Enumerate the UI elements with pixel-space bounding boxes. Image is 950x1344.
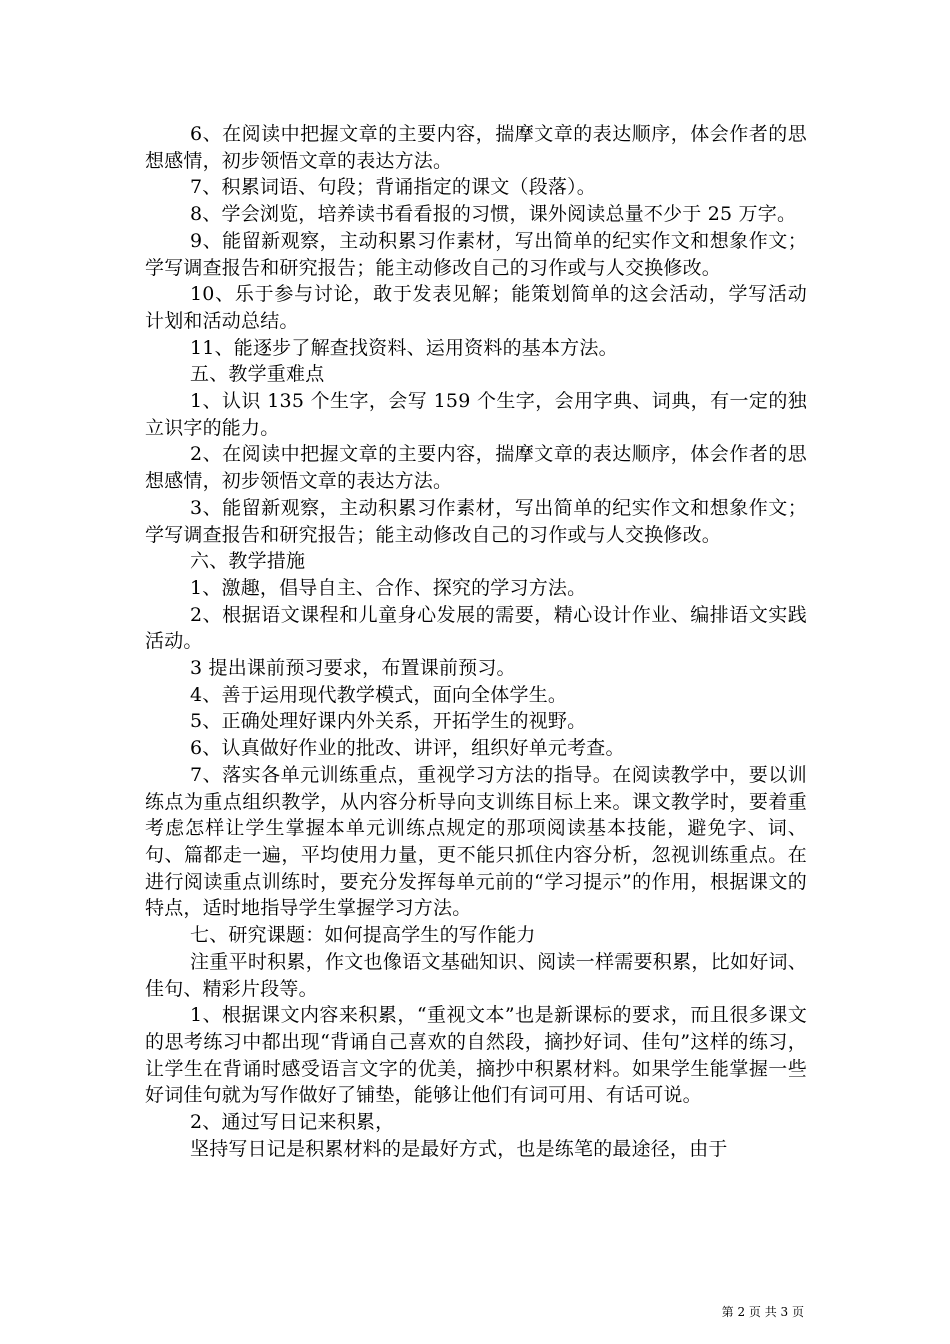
paragraph: 2、根据语文课程和儿童身心发展的需要，精心设计作业、编排语文实践活动。 xyxy=(145,603,807,653)
paragraph: 1、激趣，倡导自主、合作、探究的学习方法。 xyxy=(190,576,587,599)
document-body xyxy=(145,121,807,1162)
paragraph: 注重平时积累，作文也像语文基础知识、阅读一样需要积累，比如好词、佳句、精彩片段等。 xyxy=(145,950,807,1000)
paragraph: 坚持写日记是积累材料的是最好方式，也是练笔的最途径，由于 xyxy=(190,1137,728,1160)
paragraph: 5、正确处理好课内外关系，开拓学生的视野。 xyxy=(190,710,587,733)
paragraph: 6、认真做好作业的批改、讲评，组织好单元考查。 xyxy=(190,737,625,760)
paragraph: 2、在阅读中把握文章的主要内容，揣摩文章的表达顺序，体会作者的思想感情，初步领悟文章的表达方法。 xyxy=(145,443,807,493)
section-heading: 五、教学重难点 xyxy=(190,363,325,386)
paragraph: 4、善于运用现代教学模式，面向全体学生。 xyxy=(190,683,568,706)
paragraph: 3 提出课前预习要求，布置课前预习。 xyxy=(190,657,516,680)
paragraph: 2、通过写日记来积累， xyxy=(190,1111,395,1134)
paragraph: 6、在阅读中把握文章的主要内容，揣摩文章的表达顺序，体会作者的思想感情，初步领悟文章的表达方法。 xyxy=(145,123,807,172)
paragraph: 7、积累词语、句段；背诵指定的课文（段落）。 xyxy=(190,176,596,199)
section-heading: 七、研究课题：如何提高学生的写作能力 xyxy=(190,924,536,947)
paragraph: 9、能留新观察，主动积累习作素材，写出简单的纪实作文和想象作文；学写调查报告和研究报告；能主动修改自己的习作或与人交换修改。 xyxy=(145,229,807,279)
paragraph: 3、能留新观察，主动积累习作素材，写出简单的纪实作文和想象作文；学写调查报告和研究报告；能主动修改自己的习作或与人交换修改。 xyxy=(145,496,807,546)
paragraph: 11、能逐步了解查找资料、运用资料的基本方法。 xyxy=(190,336,618,359)
paragraph: 8、学会浏览，培养读书看看报的习惯，课外阅读总量不少于 25 万字。 xyxy=(190,203,797,226)
section-heading: 六、教学措施 xyxy=(190,550,306,573)
paragraph: 1、认识 135 个生字，会写 159 个生字，会用字典、词典，有一定的独立识字的能力。 xyxy=(145,390,807,439)
paragraph: 7、落实各单元训练重点，重视学习方法的指导。在阅读教学中，要以训练点为重点组织教学，从内容分析导向支训练目标上来。课文教学时，要着重考虑怎样让学生掌握本单元训练点规定的那项阅读基本技能，避免字、词、句、篇都走一遍，平均使用力量，更不能只抓住内容分析，忽视训练重点。在进行阅读重点训练时，要充分发挥每单元前的“学习提示”的作用，根据课文的特点，适时地指导学生掌握学习方法。 xyxy=(145,763,807,920)
paragraph: 10、乐于参与讨论，敢于发表见解；能策划简单的这会活动，学写活动计划和活动总结。 xyxy=(145,283,807,332)
page-number-footer: 第 2 页 共 3 页 xyxy=(721,1305,804,1319)
paragraph: 1、根据课文内容来积累，“重视文本”也是新课标的要求，而且很多课文的思考练习中都出现“背诵自己喜欢的自然段，摘抄好词、佳句”这样的练习，让学生在背诵时感受语言文字的优美，摘抄中积累材料。如果学生能掌握一些好词佳句就为写作做好了铺垫，能够让他们有词可用、有话可说。 xyxy=(145,1004,807,1107)
